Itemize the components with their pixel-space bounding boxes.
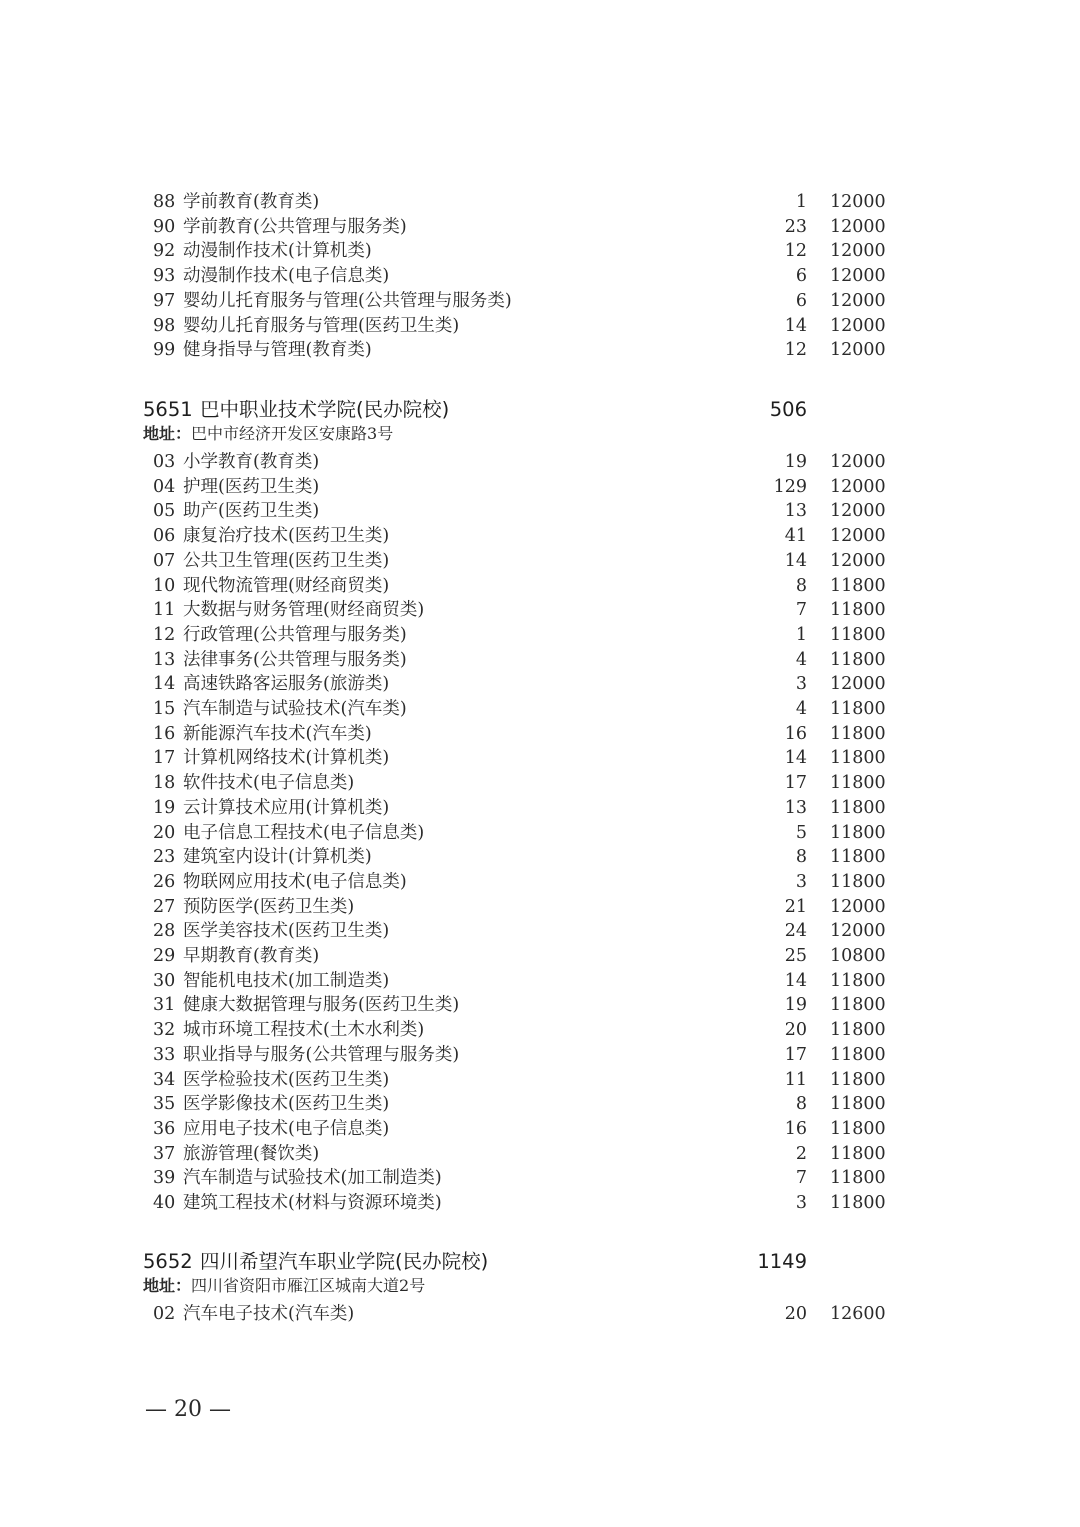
major-code: 17	[153, 748, 176, 769]
table-row	[0, 574, 1080, 598]
enrollment-count: 13	[784, 501, 807, 522]
school-address	[143, 423, 393, 445]
major-name: 学前教育(公共管理与服务类)	[183, 216, 407, 237]
major-name: 小学教育(教育类)	[183, 452, 320, 472]
major-name: 康复治疗技术(医药卫生类)	[183, 526, 390, 547]
enrollment-count: 3	[795, 871, 807, 892]
enrollment-count: 5	[795, 822, 807, 843]
table-row	[0, 944, 1080, 968]
major-name: 健身指导与管理(教育类)	[183, 340, 372, 361]
address-value: 巴中市经济开发区安康路3号	[191, 424, 394, 443]
table-row	[0, 845, 1080, 869]
major-name: 婴幼儿托育服务与管理(医药卫生类)	[183, 315, 460, 336]
table-row	[0, 1166, 1080, 1190]
enrollment-count: 21	[784, 896, 807, 917]
major-name: 汽车制造与试验技术(加工制造类)	[183, 1168, 442, 1189]
enrollment-count: 17	[784, 773, 807, 794]
major-code: 92	[153, 241, 176, 262]
tuition-fee: 11800	[830, 1118, 886, 1139]
tuition-fee: 11800	[830, 748, 886, 769]
major-code: 27	[153, 896, 176, 917]
enrollment-count: 20	[784, 1020, 807, 1041]
enrollment-count: 20	[784, 1304, 807, 1324]
major-code: 34	[153, 1069, 176, 1090]
school-header	[0, 396, 1080, 424]
major-code: 12	[153, 624, 176, 645]
table-row	[0, 475, 1080, 499]
school-address	[143, 1275, 425, 1297]
enrollment-count: 1	[795, 192, 807, 212]
table-row	[0, 338, 1080, 362]
enrollment-count: 16	[784, 1118, 807, 1139]
major-code: 23	[153, 847, 176, 868]
enrollment-count: 7	[795, 600, 807, 621]
major-name: 助产(医药卫生类)	[183, 501, 320, 522]
table-row	[0, 190, 1080, 214]
major-code: 97	[153, 290, 176, 311]
tuition-fee: 11800	[830, 575, 886, 596]
enrollment-count: 7	[795, 1168, 807, 1189]
school-name: 巴中职业技术学院(民办院校)	[200, 398, 450, 421]
major-name: 智能机电技术(加工制造类)	[183, 970, 390, 991]
major-code: 15	[153, 699, 176, 719]
major-name: 新能源汽车技术(汽车类)	[183, 723, 372, 744]
major-code: 30	[153, 970, 176, 991]
tuition-fee: 12000	[830, 452, 886, 472]
enrollment-count: 1	[795, 624, 807, 645]
enrollment-count: 3	[795, 674, 807, 695]
major-name: 物联网应用技术(电子信息类)	[183, 871, 407, 892]
tuition-fee: 10800	[830, 946, 886, 966]
tuition-fee: 11800	[830, 1044, 886, 1065]
enrollment-count: 12	[784, 340, 807, 361]
tuition-fee: 11800	[830, 995, 886, 1016]
major-code: 20	[153, 822, 176, 843]
major-code: 99	[153, 340, 176, 361]
tuition-fee: 11800	[830, 797, 886, 818]
table-row	[0, 648, 1080, 672]
tuition-fee: 11800	[830, 1020, 886, 1041]
table-row	[0, 821, 1080, 845]
major-name: 大数据与财务管理(财经商贸类)	[183, 600, 425, 621]
tuition-fee: 12000	[830, 674, 886, 695]
table-row	[0, 1068, 1080, 1092]
major-code: 40	[153, 1193, 176, 1213]
major-code: 19	[153, 797, 176, 818]
major-code: 28	[153, 921, 176, 942]
tuition-fee: 11800	[830, 822, 886, 843]
table-row	[0, 672, 1080, 696]
school-total: 506	[769, 398, 807, 421]
major-name: 医学美容技术(医药卫生类)	[183, 921, 390, 942]
table-row	[0, 1043, 1080, 1067]
tuition-fee: 12000	[830, 921, 886, 942]
major-code: 37	[153, 1143, 176, 1164]
major-code: 35	[153, 1094, 176, 1115]
enrollment-count: 8	[795, 1094, 807, 1115]
table-row	[0, 1018, 1080, 1042]
tuition-fee: 11800	[830, 1168, 886, 1189]
table-row	[0, 993, 1080, 1017]
major-name: 建筑工程技术(材料与资源环境类)	[183, 1193, 442, 1213]
enrollment-count: 13	[784, 797, 807, 818]
enrollment-count: 4	[795, 699, 807, 719]
enrollment-count: 6	[795, 266, 807, 287]
enrollment-count: 129	[773, 476, 807, 497]
tuition-fee: 12000	[830, 501, 886, 522]
major-name: 预防医学(医药卫生类)	[183, 896, 355, 917]
table-row	[0, 1302, 1080, 1326]
table-row	[0, 746, 1080, 770]
table-row	[0, 264, 1080, 288]
major-code: 10	[153, 575, 176, 596]
table-row	[0, 722, 1080, 746]
enrollment-count: 17	[784, 1044, 807, 1065]
major-code: 03	[153, 452, 176, 472]
table-row	[0, 1191, 1080, 1215]
tuition-fee: 11800	[830, 649, 886, 670]
tuition-fee: 12000	[830, 340, 886, 361]
table-row	[0, 1142, 1080, 1166]
tuition-fee: 12000	[830, 266, 886, 287]
major-name: 行政管理(公共管理与服务类)	[183, 624, 407, 645]
major-name: 计算机网络技术(计算机类)	[183, 748, 390, 769]
major-name: 法律事务(公共管理与服务类)	[183, 649, 407, 670]
table-row	[0, 314, 1080, 338]
major-name: 汽车制造与试验技术(汽车类)	[183, 699, 407, 719]
major-name: 云计算技术应用(计算机类)	[183, 797, 390, 818]
major-code: 11	[153, 600, 176, 621]
major-name: 高速铁路客运服务(旅游类)	[183, 674, 390, 695]
school-code: 5651	[143, 398, 193, 421]
table-row	[0, 796, 1080, 820]
major-name: 电子信息工程技术(电子信息类)	[183, 822, 425, 843]
table-row	[0, 524, 1080, 548]
enrollment-count: 14	[784, 748, 807, 769]
enrollment-count: 14	[784, 550, 807, 571]
table-row	[0, 919, 1080, 943]
table-row	[0, 598, 1080, 622]
tuition-fee: 12600	[830, 1304, 886, 1324]
major-name: 动漫制作技术(计算机类)	[183, 241, 372, 262]
table-row	[0, 215, 1080, 239]
major-name: 公共卫生管理(医药卫生类)	[183, 550, 390, 571]
major-code: 98	[153, 315, 176, 336]
major-name: 建筑室内设计(计算机类)	[183, 847, 372, 868]
enrollment-count: 4	[795, 649, 807, 670]
major-name: 应用电子技术(电子信息类)	[183, 1118, 390, 1139]
enrollment-count: 8	[795, 575, 807, 596]
major-name: 护理(医药卫生类)	[183, 476, 320, 497]
major-name: 旅游管理(餐饮类)	[183, 1143, 320, 1164]
table-row	[0, 895, 1080, 919]
tuition-fee: 11800	[830, 1069, 886, 1090]
enrollment-count: 6	[795, 290, 807, 311]
enrollment-count: 25	[784, 946, 807, 966]
table-row	[0, 1092, 1080, 1116]
major-code: 06	[153, 526, 176, 547]
tuition-fee: 12000	[830, 241, 886, 262]
table-row	[0, 1117, 1080, 1141]
table-row	[0, 697, 1080, 721]
major-name: 职业指导与服务(公共管理与服务类)	[183, 1044, 460, 1065]
major-name: 现代物流管理(财经商贸类)	[183, 575, 390, 596]
tuition-fee: 11800	[830, 871, 886, 892]
tuition-fee: 12000	[830, 192, 886, 212]
major-code: 16	[153, 723, 176, 744]
enrollment-count: 23	[784, 216, 807, 237]
major-code: 05	[153, 501, 176, 522]
major-code: 39	[153, 1168, 176, 1189]
major-name: 健康大数据管理与服务(医药卫生类)	[183, 995, 460, 1016]
major-code: 26	[153, 871, 176, 892]
tuition-fee: 11800	[830, 970, 886, 991]
major-name: 城市环境工程技术(土木水利类)	[183, 1020, 425, 1041]
major-code: 18	[153, 773, 176, 794]
major-code: 13	[153, 649, 176, 670]
major-name: 学前教育(教育类)	[183, 192, 320, 212]
major-code: 04	[153, 476, 176, 497]
table-row	[0, 499, 1080, 523]
tuition-fee: 12000	[830, 290, 886, 311]
major-code: 88	[153, 192, 176, 212]
school-name: 四川希望汽车职业学院(民办院校)	[200, 1250, 489, 1273]
enrollment-count: 2	[795, 1143, 807, 1164]
enrollment-count: 14	[784, 315, 807, 336]
tuition-fee: 12000	[830, 476, 886, 497]
tuition-fee: 11800	[830, 624, 886, 645]
enrollment-count: 11	[784, 1069, 807, 1090]
table-row	[0, 549, 1080, 573]
enrollment-count: 3	[795, 1193, 807, 1213]
table-row	[0, 771, 1080, 795]
tuition-fee: 11800	[830, 699, 886, 719]
major-name: 医学影像技术(医药卫生类)	[183, 1094, 390, 1115]
enrollment-count: 19	[784, 995, 807, 1016]
tuition-fee: 11800	[830, 773, 886, 794]
tuition-fee: 12000	[830, 216, 886, 237]
school-code: 5652	[143, 1250, 193, 1273]
school-header	[0, 1248, 1080, 1276]
address-label: 地址：	[143, 424, 192, 443]
table-row	[0, 239, 1080, 263]
tuition-fee: 11800	[830, 1094, 886, 1115]
enrollment-count: 24	[784, 921, 807, 942]
tuition-fee: 11800	[830, 600, 886, 621]
major-code: 32	[153, 1020, 176, 1041]
tuition-fee: 12000	[830, 896, 886, 917]
tuition-fee: 11800	[830, 723, 886, 744]
enrollment-count: 16	[784, 723, 807, 744]
major-code: 90	[153, 216, 176, 237]
major-name: 汽车电子技术(汽车类)	[183, 1304, 355, 1324]
major-code: 02	[153, 1304, 176, 1324]
tuition-fee: 12000	[830, 550, 886, 571]
major-name: 早期教育(教育类)	[183, 946, 320, 966]
enrollment-count: 14	[784, 970, 807, 991]
major-code: 36	[153, 1118, 176, 1139]
major-name: 软件技术(电子信息类)	[183, 773, 355, 794]
tuition-fee: 11800	[830, 847, 886, 868]
tuition-fee: 11800	[830, 1143, 886, 1164]
major-code: 31	[153, 995, 176, 1016]
major-name: 婴幼儿托育服务与管理(公共管理与服务类)	[183, 290, 512, 311]
major-name: 医学检验技术(医药卫生类)	[183, 1069, 390, 1090]
enrollment-count: 8	[795, 847, 807, 868]
address-label: 地址：	[143, 1276, 192, 1295]
major-code: 93	[153, 266, 176, 287]
page-number: — 20 —	[145, 1397, 231, 1422]
tuition-fee: 11800	[830, 1193, 886, 1213]
enrollment-count: 12	[784, 241, 807, 262]
major-code: 14	[153, 674, 176, 695]
table-row	[0, 623, 1080, 647]
major-code: 07	[153, 550, 176, 571]
tuition-fee: 12000	[830, 526, 886, 547]
table-row	[0, 289, 1080, 313]
school-total: 1149	[757, 1250, 807, 1273]
enrollment-count: 19	[784, 452, 807, 472]
major-name: 动漫制作技术(电子信息类)	[183, 266, 390, 287]
tuition-fee: 12000	[830, 315, 886, 336]
major-code: 33	[153, 1044, 176, 1065]
table-row	[0, 870, 1080, 894]
table-row	[0, 969, 1080, 993]
enrollment-count: 41	[784, 526, 807, 547]
address-value: 四川省资阳市雁江区城南大道2号	[191, 1276, 426, 1295]
major-code: 29	[153, 946, 176, 966]
table-row	[0, 450, 1080, 474]
